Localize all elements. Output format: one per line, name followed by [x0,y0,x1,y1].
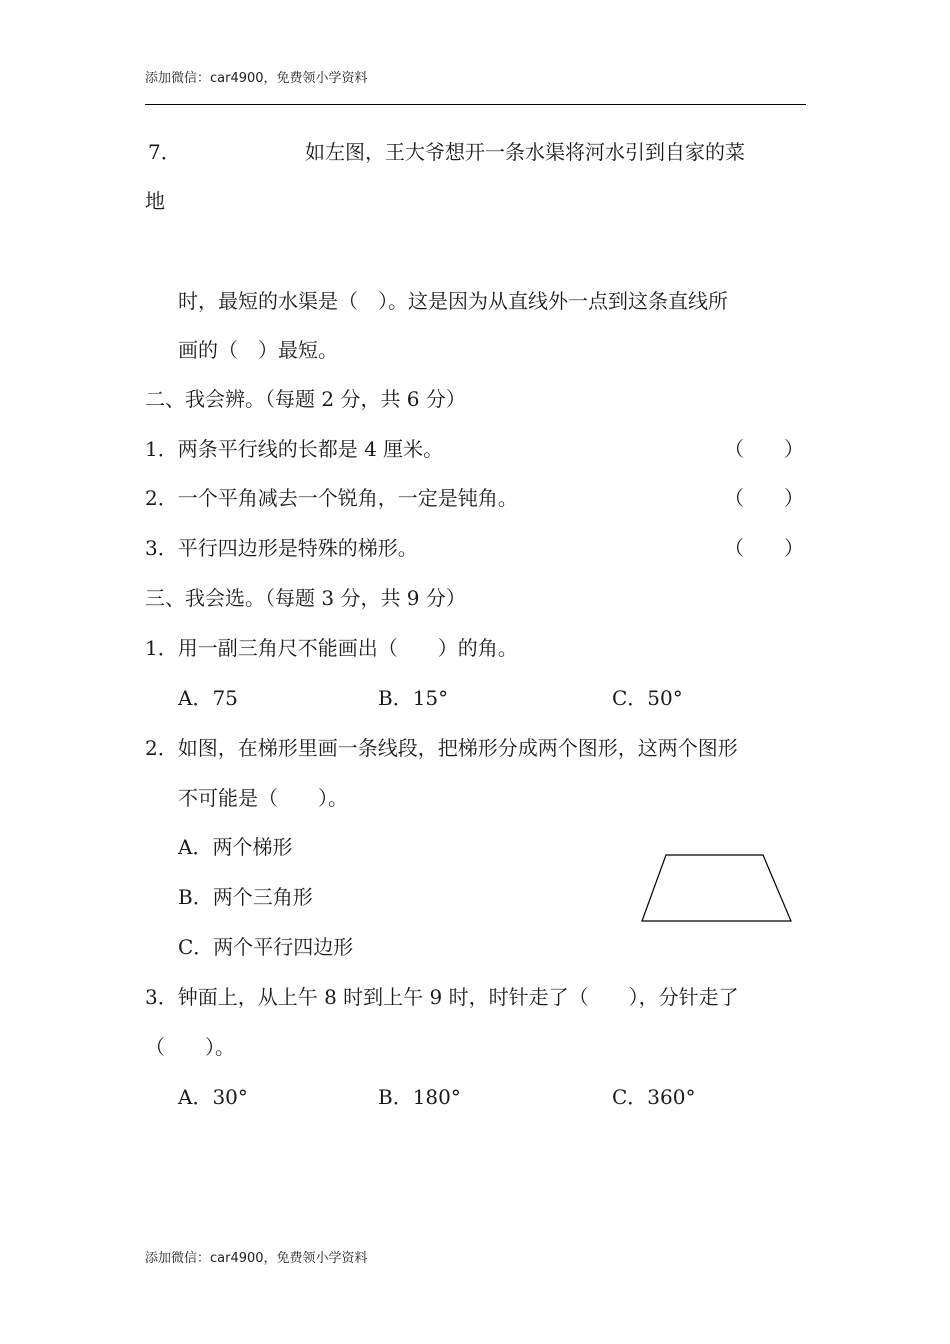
trapezoid-shape [642,855,791,921]
page-footer: 添加微信：car4900，免费领小学资料 [145,1251,368,1266]
section2-item-2: 2．一个平角减去一个锐角，一定是钝角。 [145,486,518,510]
section3-q2-line1: 2．如图，在梯形里画一条线段，把梯形分成两个图形，这两个图形 [145,736,738,760]
section3-q3-option-c[interactable]: C．360° [612,1085,696,1109]
section3-q3-option-b[interactable]: B．180° [378,1085,461,1109]
section3-q3-option-a[interactable]: A．30° [178,1085,248,1109]
section3-q1-text: 1．用一副三角尺不能画出（ ）的角。 [145,636,518,660]
section3-q2-option-c[interactable]: C．两个平行四边形 [178,935,354,959]
section3-q1-option-a[interactable]: A．75 [178,686,238,710]
section2-answer-1[interactable]: （ ） [724,437,804,461]
section3-title: 三、我会选。（每题 3 分，共 9 分） [145,586,466,610]
section2-title: 二、我会辨。（每题 2 分，共 6 分） [145,387,466,411]
page-header: 添加微信：car4900，免费领小学资料 [145,71,368,86]
section3-q2-option-b[interactable]: B．两个三角形 [178,885,313,909]
section3-q3-line2: （ ）。 [145,1035,235,1059]
q7-line3: 时，最短的水渠是（ ）。这是因为从直线外一点到这条直线所 [178,289,728,313]
trapezoid-figure [640,853,796,925]
section2-item-1: 1．两条平行线的长都是 4 厘米。 [145,437,444,461]
q7-line4: 画的（ ）最短。 [178,338,338,362]
section2-answer-3[interactable]: （ ） [724,536,804,560]
q7-number: 7． [148,140,181,164]
section3-q3-line1: 3．钟面上，从上午 8 时到上午 9 时，时针走了（ ），分针走了 [145,985,739,1009]
section3-q2-line2: 不可能是（ ）。 [178,786,348,810]
section3-q1-option-b[interactable]: B．15° [378,686,449,710]
section3-q2-option-a[interactable]: A．两个梯形 [178,835,293,859]
q7-line1: 如左图，王大爷想开一条水渠将河水引到自家的菜 [305,140,745,164]
section3-q1-option-c[interactable]: C．50° [612,686,683,710]
section2-answer-2[interactable]: （ ） [724,486,804,510]
header-rule [145,104,806,105]
section2-item-3: 3．平行四边形是特殊的梯形。 [145,536,418,560]
q7-line2: 地 [145,189,165,213]
